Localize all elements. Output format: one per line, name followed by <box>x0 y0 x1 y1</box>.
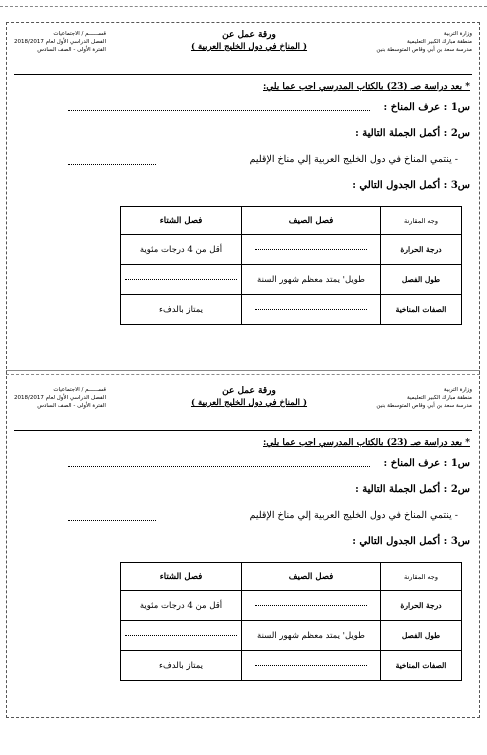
term-label: الفصل الدراسي الأول لعام 2018/2017 <box>14 395 106 401</box>
question-3: س3 : أكمل الجدول التالي : <box>352 180 470 191</box>
header-left-block <box>14 386 106 410</box>
answer-line-1[interactable] <box>68 466 370 467</box>
worksheet-title: ورقة عمل عن <box>222 386 276 396</box>
worksheet-1 <box>6 22 480 366</box>
ministry-label: وزارة التربية <box>443 31 472 37</box>
intro-instruction: * بعد دراسة صـ (23) بالكتاب المدرسي اجب عما يلي: <box>262 82 470 92</box>
table-cell: طويل' يمتد معظم شهور السنة <box>242 621 381 651</box>
separator-line <box>6 370 480 371</box>
table-header-cell: فصل الصيف <box>242 207 381 235</box>
row-label: طول الفصل <box>381 265 462 295</box>
statement: - ينتمي المناخ في دول الخليج العربية إلي مناخ الإقليم <box>249 154 458 165</box>
region-label: منطقة مبارك الكبير التعليمية <box>407 39 472 45</box>
period-label: الفترة الأولى - الصف السادس <box>37 403 106 409</box>
header-center-block <box>164 30 334 52</box>
answer-line-2[interactable] <box>68 164 156 165</box>
question-1: س1 : عرف المناخ : <box>383 102 470 113</box>
table-row <box>121 295 462 325</box>
blank-cell[interactable] <box>121 621 242 651</box>
statement: - ينتمي المناخ في دول الخليج العربية إلي مناخ الإقليم <box>249 510 458 521</box>
term-label: الفصل الدراسي الأول لعام 2018/2017 <box>14 39 106 45</box>
answer-line-1[interactable] <box>68 110 370 111</box>
table-cell: يمتاز بالدفء <box>121 295 242 325</box>
separator-cut-line <box>6 374 480 375</box>
table-header-cell: فصل الشتاء <box>121 207 242 235</box>
worksheet-subject: ( المناخ في دول الخليج العربية ) <box>190 398 308 408</box>
header-rule <box>14 430 472 431</box>
table-cell: يمتاز بالدفء <box>121 651 242 681</box>
row-label: درجة الحرارة <box>381 235 462 265</box>
period-label: الفترة الأولى - الصف السادس <box>37 47 106 53</box>
header-left-block <box>14 30 106 54</box>
department-label: قســــــم / الاجتماعيات <box>53 387 106 393</box>
region-label: منطقة مبارك الكبير التعليمية <box>407 395 472 401</box>
table-header-cell: فصل الشتاء <box>121 563 242 591</box>
table-cell: أقل من 4 درجات مئوية <box>121 235 242 265</box>
blank-cell[interactable] <box>242 591 381 621</box>
question-1: س1 : عرف المناخ : <box>383 458 470 469</box>
table-cell: أقل من 4 درجات مئوية <box>121 591 242 621</box>
comparison-table <box>120 562 462 681</box>
table-header-cell: فصل الصيف <box>242 563 381 591</box>
row-label: الصفات المناخية <box>381 651 462 681</box>
row-label: الصفات المناخية <box>381 295 462 325</box>
table-row <box>121 651 462 681</box>
question-3: س3 : أكمل الجدول التالي : <box>352 536 470 547</box>
worksheet-2 <box>6 378 480 722</box>
header-rule <box>14 74 472 75</box>
table-row <box>121 265 462 295</box>
blank-cell[interactable] <box>121 265 242 295</box>
header-center-block <box>164 386 334 408</box>
top-cut-line <box>0 6 487 7</box>
question-2: س2 : أكمل الجملة التالية : <box>355 484 470 495</box>
blank-cell[interactable] <box>242 235 381 265</box>
worksheet-header <box>14 30 472 72</box>
table-row <box>121 235 462 265</box>
table-cell: طويل' يمتد معظم شهور السنة <box>242 265 381 295</box>
ministry-label: وزارة التربية <box>443 387 472 393</box>
blank-cell[interactable] <box>242 651 381 681</box>
header-right-block <box>376 386 472 410</box>
table-header-cell: وجه المقارنة <box>381 207 462 235</box>
school-label: مدرسة سعد بن أبي وقاص المتوسطة بنين <box>376 403 472 409</box>
answer-line-2[interactable] <box>68 520 156 521</box>
blank-cell[interactable] <box>242 295 381 325</box>
worksheet-subject: ( المناخ في دول الخليج العربية ) <box>190 42 308 52</box>
table-row <box>121 621 462 651</box>
comparison-table <box>120 206 462 325</box>
school-label: مدرسة سعد بن أبي وقاص المتوسطة بنين <box>376 47 472 53</box>
worksheet-header <box>14 386 472 428</box>
row-label: درجة الحرارة <box>381 591 462 621</box>
table-header-row <box>121 207 462 235</box>
worksheet-title: ورقة عمل عن <box>222 30 276 40</box>
table-row <box>121 591 462 621</box>
intro-instruction: * بعد دراسة صـ (23) بالكتاب المدرسي اجب عما يلي: <box>262 438 470 448</box>
question-2: س2 : أكمل الجملة التالية : <box>355 128 470 139</box>
row-label: طول الفصل <box>381 621 462 651</box>
table-header-row <box>121 563 462 591</box>
table-header-cell: وجه المقارنة <box>381 563 462 591</box>
department-label: قســــــم / الاجتماعيات <box>53 31 106 37</box>
header-right-block <box>376 30 472 54</box>
